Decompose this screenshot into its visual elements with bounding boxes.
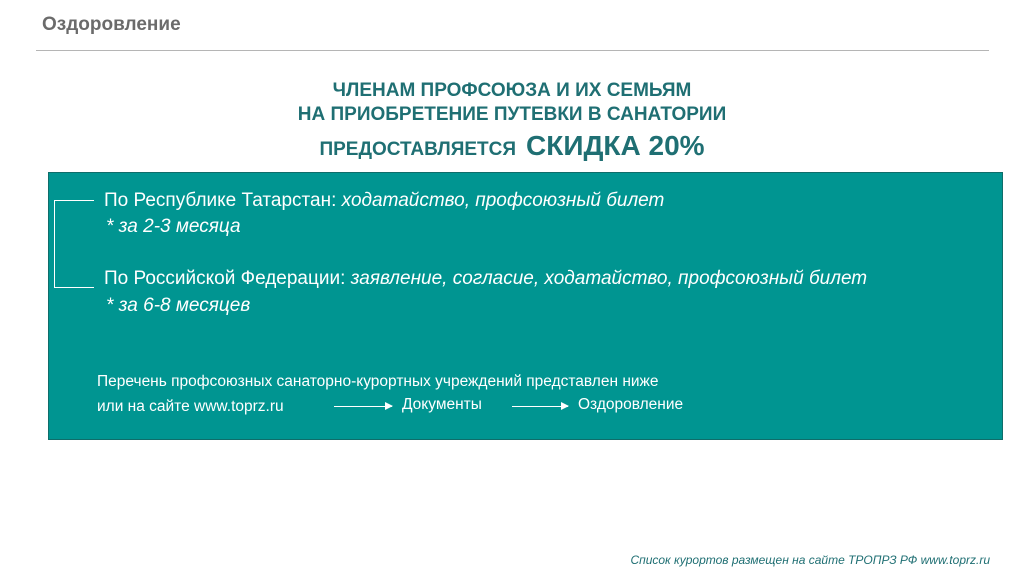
rf-deadline-note: * за 6-8 месяцев bbox=[106, 295, 251, 316]
slide-title: Оздоровление bbox=[42, 14, 181, 35]
discount-highlight: СКИДКА 20% bbox=[526, 130, 705, 161]
rt-label: По Республике Татарстан: bbox=[104, 190, 337, 211]
footer-note: Список курортов размещен на сайте ТРОПРЗ РФ www.toprz.ru bbox=[630, 553, 990, 567]
arrow-right-icon bbox=[334, 406, 392, 407]
rt-requirements bbox=[104, 190, 664, 212]
nav-step-documents: Документы bbox=[402, 396, 482, 413]
rt-docs: ходатайство, профсоюзный билет bbox=[341, 190, 665, 211]
arrow-right-icon bbox=[512, 406, 568, 407]
rf-docs: заявление, согласие, ходатайство, профсоюзный билет bbox=[350, 268, 868, 289]
title-divider bbox=[36, 50, 989, 51]
nav-step-health: Оздоровление bbox=[578, 396, 684, 413]
heading-prefix: ПРЕДОСТАВЛЯЕТСЯ bbox=[319, 139, 517, 160]
heading-line-3 bbox=[0, 130, 1024, 162]
rf-label: По Российской Федерации: bbox=[104, 268, 346, 289]
rt-deadline-note: * за 2-3 месяца bbox=[106, 216, 241, 237]
rf-requirements bbox=[104, 268, 867, 290]
heading-line-1: ЧЛЕНАМ ПРОФСОЮЗА И ИХ СЕМЬЯМ bbox=[332, 80, 692, 101]
list-note-line-2: или на сайте www.toprz.ru bbox=[97, 398, 284, 415]
list-note-line-1: Перечень профсоюзных санаторно-курортных учреждений представлен ниже bbox=[97, 373, 659, 390]
bracket-connector bbox=[54, 200, 94, 288]
heading-line-2: НА ПРИОБРЕТЕНИЕ ПУТЕВКИ В САНАТОРИИ bbox=[297, 104, 727, 125]
